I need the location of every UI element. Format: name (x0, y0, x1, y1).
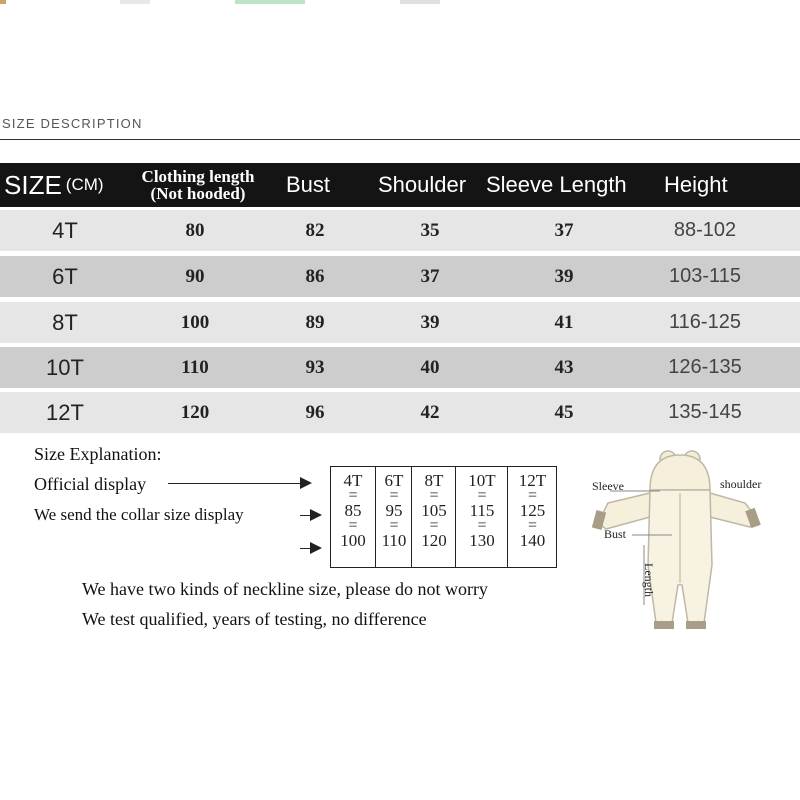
header-height: Height (664, 172, 728, 197)
cell-height: 135-145 (668, 401, 742, 423)
cell-sleeve: 37 (554, 219, 574, 241)
cell-height: 88-102 (673, 219, 737, 241)
cell-size: 6T (52, 263, 78, 289)
equals-sign: = (429, 517, 439, 534)
cell-clothing-length: 110 (181, 356, 209, 378)
illustration-label-length: Length (642, 563, 656, 597)
equals-sign: = (348, 517, 358, 534)
collar-size: 125 (519, 501, 546, 520)
equals-sign: = (527, 517, 538, 534)
conversion-column (455, 467, 508, 567)
conversion-column (375, 467, 412, 567)
header-sleeve-length: Sleeve Length (486, 172, 627, 197)
cell-bust: 82 (305, 219, 325, 241)
note-line-2: We test qualified, years of testing, no difference (82, 609, 427, 629)
header-size (4, 163, 104, 207)
cell-size: 12T (46, 399, 84, 425)
alt-size: 140 (519, 531, 546, 550)
explanation-title: Size Explanation: (34, 444, 162, 464)
collar-size: 85 (344, 501, 362, 520)
cell-clothing-length: 90 (185, 265, 205, 287)
cell-shoulder: 40 (420, 356, 440, 378)
cell-sleeve: 43 (554, 356, 574, 378)
official-size: 8T (424, 471, 444, 490)
romper-drawing (580, 445, 780, 645)
header-clothing-length-line2: (Not hooded) (150, 184, 246, 203)
table-header (0, 163, 800, 207)
conversion-column (411, 467, 456, 567)
equals-sign: = (527, 487, 538, 504)
alt-size: 110 (381, 531, 407, 550)
collar-size: 115 (469, 501, 495, 520)
header-bust: Bust (286, 172, 331, 197)
cell-size: 10T (46, 354, 84, 380)
table-row (0, 392, 800, 433)
collar-size: 95 (385, 501, 403, 520)
table-row (0, 302, 800, 343)
table-row (0, 347, 800, 388)
cell-bust: 89 (305, 311, 325, 333)
conversion-column (331, 467, 375, 567)
cell-bust: 96 (305, 401, 325, 423)
collar-display-label: We send the collar size display (34, 505, 244, 524)
equals-sign: = (477, 517, 487, 534)
equals-sign: = (429, 487, 439, 504)
cell-shoulder: 42 (420, 401, 440, 423)
note-line-1: We have two kinds of neckline size, please do not worry (82, 579, 488, 599)
illustration-label-shoulder: shoulder (720, 477, 762, 491)
cell-shoulder: 35 (420, 219, 440, 241)
conversion-column (507, 467, 557, 567)
header-size-unit: (CM) (65, 175, 104, 194)
divider (0, 139, 800, 140)
header-shoulder: Shoulder (378, 172, 467, 197)
official-size: 6T (384, 471, 404, 490)
cell-bust: 86 (305, 265, 325, 287)
official-size: 4T (343, 471, 363, 490)
collar-size: 105 (421, 501, 447, 520)
alt-size: 130 (469, 531, 495, 550)
cell-height: 103-115 (669, 265, 741, 287)
cell-sleeve: 45 (554, 401, 574, 423)
equals-sign: = (348, 487, 358, 504)
cell-shoulder: 39 (420, 311, 440, 333)
garment-illustration (580, 445, 780, 645)
size-conversion-chart (330, 466, 557, 568)
alt-size: 120 (421, 531, 447, 550)
cell-shoulder: 37 (420, 265, 440, 287)
cell-bust: 93 (305, 356, 325, 378)
cell-height: 126-135 (668, 356, 742, 378)
table-row (0, 256, 800, 297)
equals-sign: = (389, 487, 399, 504)
header-clothing-length-line1: Clothing length (141, 167, 255, 186)
table-row (0, 210, 800, 251)
section-title: SIZE DESCRIPTION (2, 116, 143, 131)
equals-sign: = (477, 487, 487, 504)
cell-height: 116-125 (669, 311, 741, 333)
cell-clothing-length: 120 (180, 401, 210, 423)
equals-sign: = (389, 517, 399, 534)
cell-size: 4T (52, 217, 78, 243)
official-size: 12T (518, 471, 547, 490)
header-size-label: SIZE (4, 169, 62, 200)
cell-sleeve: 41 (554, 311, 574, 333)
cell-clothing-length: 80 (185, 219, 205, 241)
official-display-label: Official display (34, 474, 147, 494)
illustration-label-bust: Bust (604, 527, 627, 541)
header-clothing-length (124, 163, 272, 207)
alt-size: 100 (340, 531, 366, 550)
cell-sleeve: 39 (554, 265, 574, 287)
official-size: 10T (468, 471, 496, 490)
cell-size: 8T (52, 309, 78, 335)
illustration-label-sleeve: Sleeve (592, 479, 624, 493)
cell-clothing-length: 100 (180, 311, 210, 333)
top-cropped-strip (0, 0, 800, 8)
